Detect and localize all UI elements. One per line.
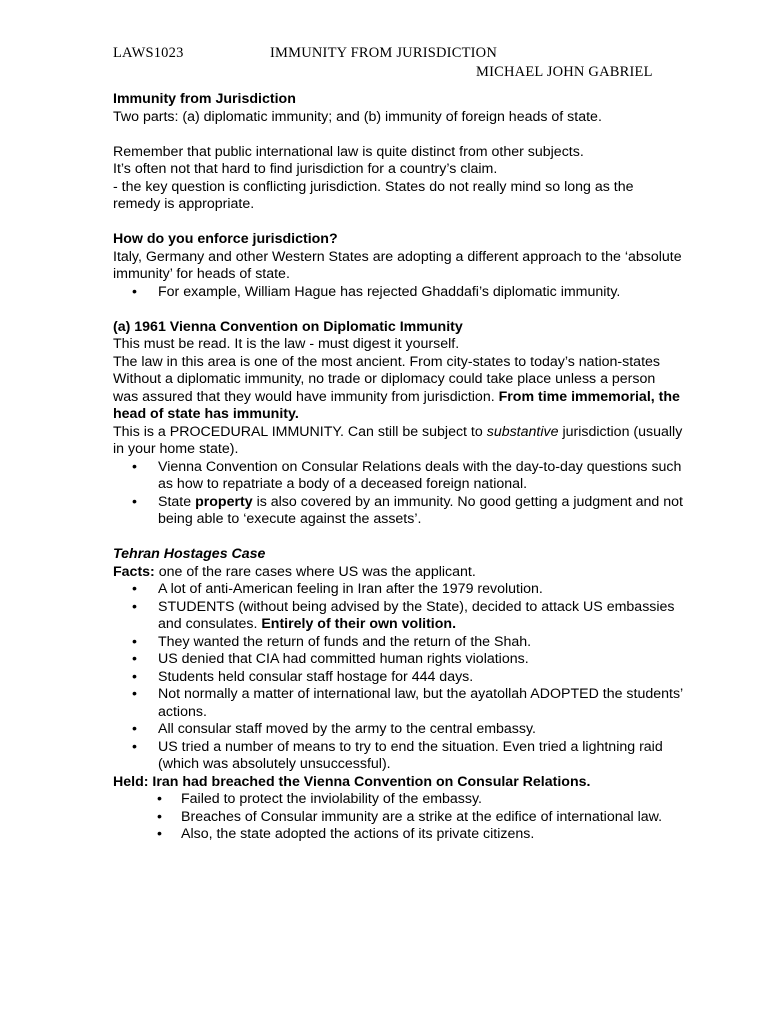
paragraph-line: This must be read. It is the law - must digest it yourself. <box>113 336 460 352</box>
facts-line: Facts: one of the rare cases where US was the applicant. <box>113 563 476 580</box>
list-item: • State property is also covered by an immunity. No good getting a judgment and not being able to ‘execute against the assets’. <box>132 493 683 527</box>
section-heading-enforce: How do you enforce jurisdiction? <box>113 231 338 247</box>
list-item: • Also, the state adopted the actions of its private citizens. <box>157 826 535 842</box>
section-heading-immunity: Immunity from Jurisdiction <box>113 91 296 107</box>
course-code: LAWS1023 <box>113 45 184 61</box>
bullet-icon: • <box>132 668 137 685</box>
bullet-icon: • <box>132 458 137 475</box>
list-item: • Not normally a matter of international law, but the ayatollah ADOPTED the students’ actions. <box>132 686 683 720</box>
author-name: MICHAEL JOHN GABRIEL <box>476 64 653 80</box>
section-heading-vienna: (a) 1961 Vienna Convention on Diplomatic Immunity <box>113 318 463 335</box>
case-heading: Tehran Hostages Case <box>113 546 266 562</box>
bullet-icon: • <box>132 651 137 667</box>
document-title: IMMUNITY FROM JURISDICTION <box>270 45 498 61</box>
held-bullet-list <box>113 791 683 844</box>
bullet-icon: • <box>132 686 137 702</box>
paragraph: Italy, Germany and other Western States are adopting a different approach to the ‘absolute immunity’ for heads of state. <box>113 248 682 282</box>
document-body <box>113 91 683 844</box>
list-item: • US denied that CIA had committed human rights violations. <box>132 651 529 667</box>
list-item: • For example, William Hague has rejected Ghaddafi’s diplomatic immunity. <box>132 283 621 300</box>
bullet-icon: • <box>132 493 137 510</box>
paragraph-line: The law in this area is one of the most ancient. From city-states to today’s nation-states <box>113 353 661 370</box>
paragraph: Without a diplomatic immunity, no trade or diplomacy could take place unless a person was assured that they would have immunity from jurisdiction. From time immemorial, the head of state has immunity. <box>113 371 680 422</box>
list-item: • Failed to protect the inviolability of the embassy. <box>157 791 482 807</box>
list-item: • US tried a number of means to try to end the situation. Even tried a lightning raid (which was absolutely unsuccessful). <box>132 738 663 772</box>
bullet-icon: • <box>157 791 162 807</box>
list-item: • They wanted the return of funds and the return of the Shah. <box>132 633 532 650</box>
bullet-list <box>113 284 683 302</box>
bullet-list <box>113 459 683 529</box>
emphasis-text: property <box>195 493 253 510</box>
bullet-icon: • <box>132 598 137 615</box>
bullet-icon: • <box>132 283 137 300</box>
list-item: • STUDENTS (without being advised by the State), decided to attack US embassies and consulates. Entirely of their own volition. <box>132 598 675 632</box>
bullet-list <box>113 581 683 774</box>
emphasis-text: From time immemorial, the head of state has immunity. <box>113 388 680 422</box>
paragraph-line: Remember that public international law is quite distinct from other subjects. <box>113 143 584 160</box>
bullet-icon: • <box>157 808 162 825</box>
bullet-icon: • <box>132 581 137 597</box>
paragraph-line: - the key question is conflicting jurisdiction. States do not really mind so long as the remedy is appropriate. <box>113 178 634 212</box>
bullet-icon: • <box>157 826 162 842</box>
bullet-icon: • <box>132 738 137 755</box>
paragraph: This is a PROCEDURAL IMMUNITY. Can still be subject to substantive jurisdiction (usually in your home state). <box>113 423 683 457</box>
bullet-icon: • <box>132 721 137 737</box>
emphasis-text: substantive <box>486 423 559 440</box>
held-line: Held: Iran had breached the Vienna Convention on Consular Relations. <box>113 773 591 790</box>
bullet-icon: • <box>132 633 137 650</box>
facts-label: Facts: <box>113 563 155 580</box>
list-item: • All consular staff moved by the army to the central embassy. <box>132 721 536 737</box>
list-item: • A lot of anti-American feeling in Iran after the 1979 revolution. <box>132 581 543 597</box>
list-item: • Vienna Convention on Consular Relations deals with the day-to-day questions such as how to repatriate a body of a deceased foreign national. <box>132 458 682 492</box>
list-item: • Students held consular staff hostage for 444 days. <box>132 668 474 685</box>
emphasis-text: Entirely of their own volition. <box>261 616 457 632</box>
intro-line: Two parts: (a) diplomatic immunity; and (b) immunity of foreign heads of state. <box>113 108 602 125</box>
paragraph-line: It’s often not that hard to find jurisdiction for a country’s claim. <box>113 161 498 177</box>
list-item: • Breaches of Consular immunity are a strike at the edifice of international law. <box>157 808 663 825</box>
